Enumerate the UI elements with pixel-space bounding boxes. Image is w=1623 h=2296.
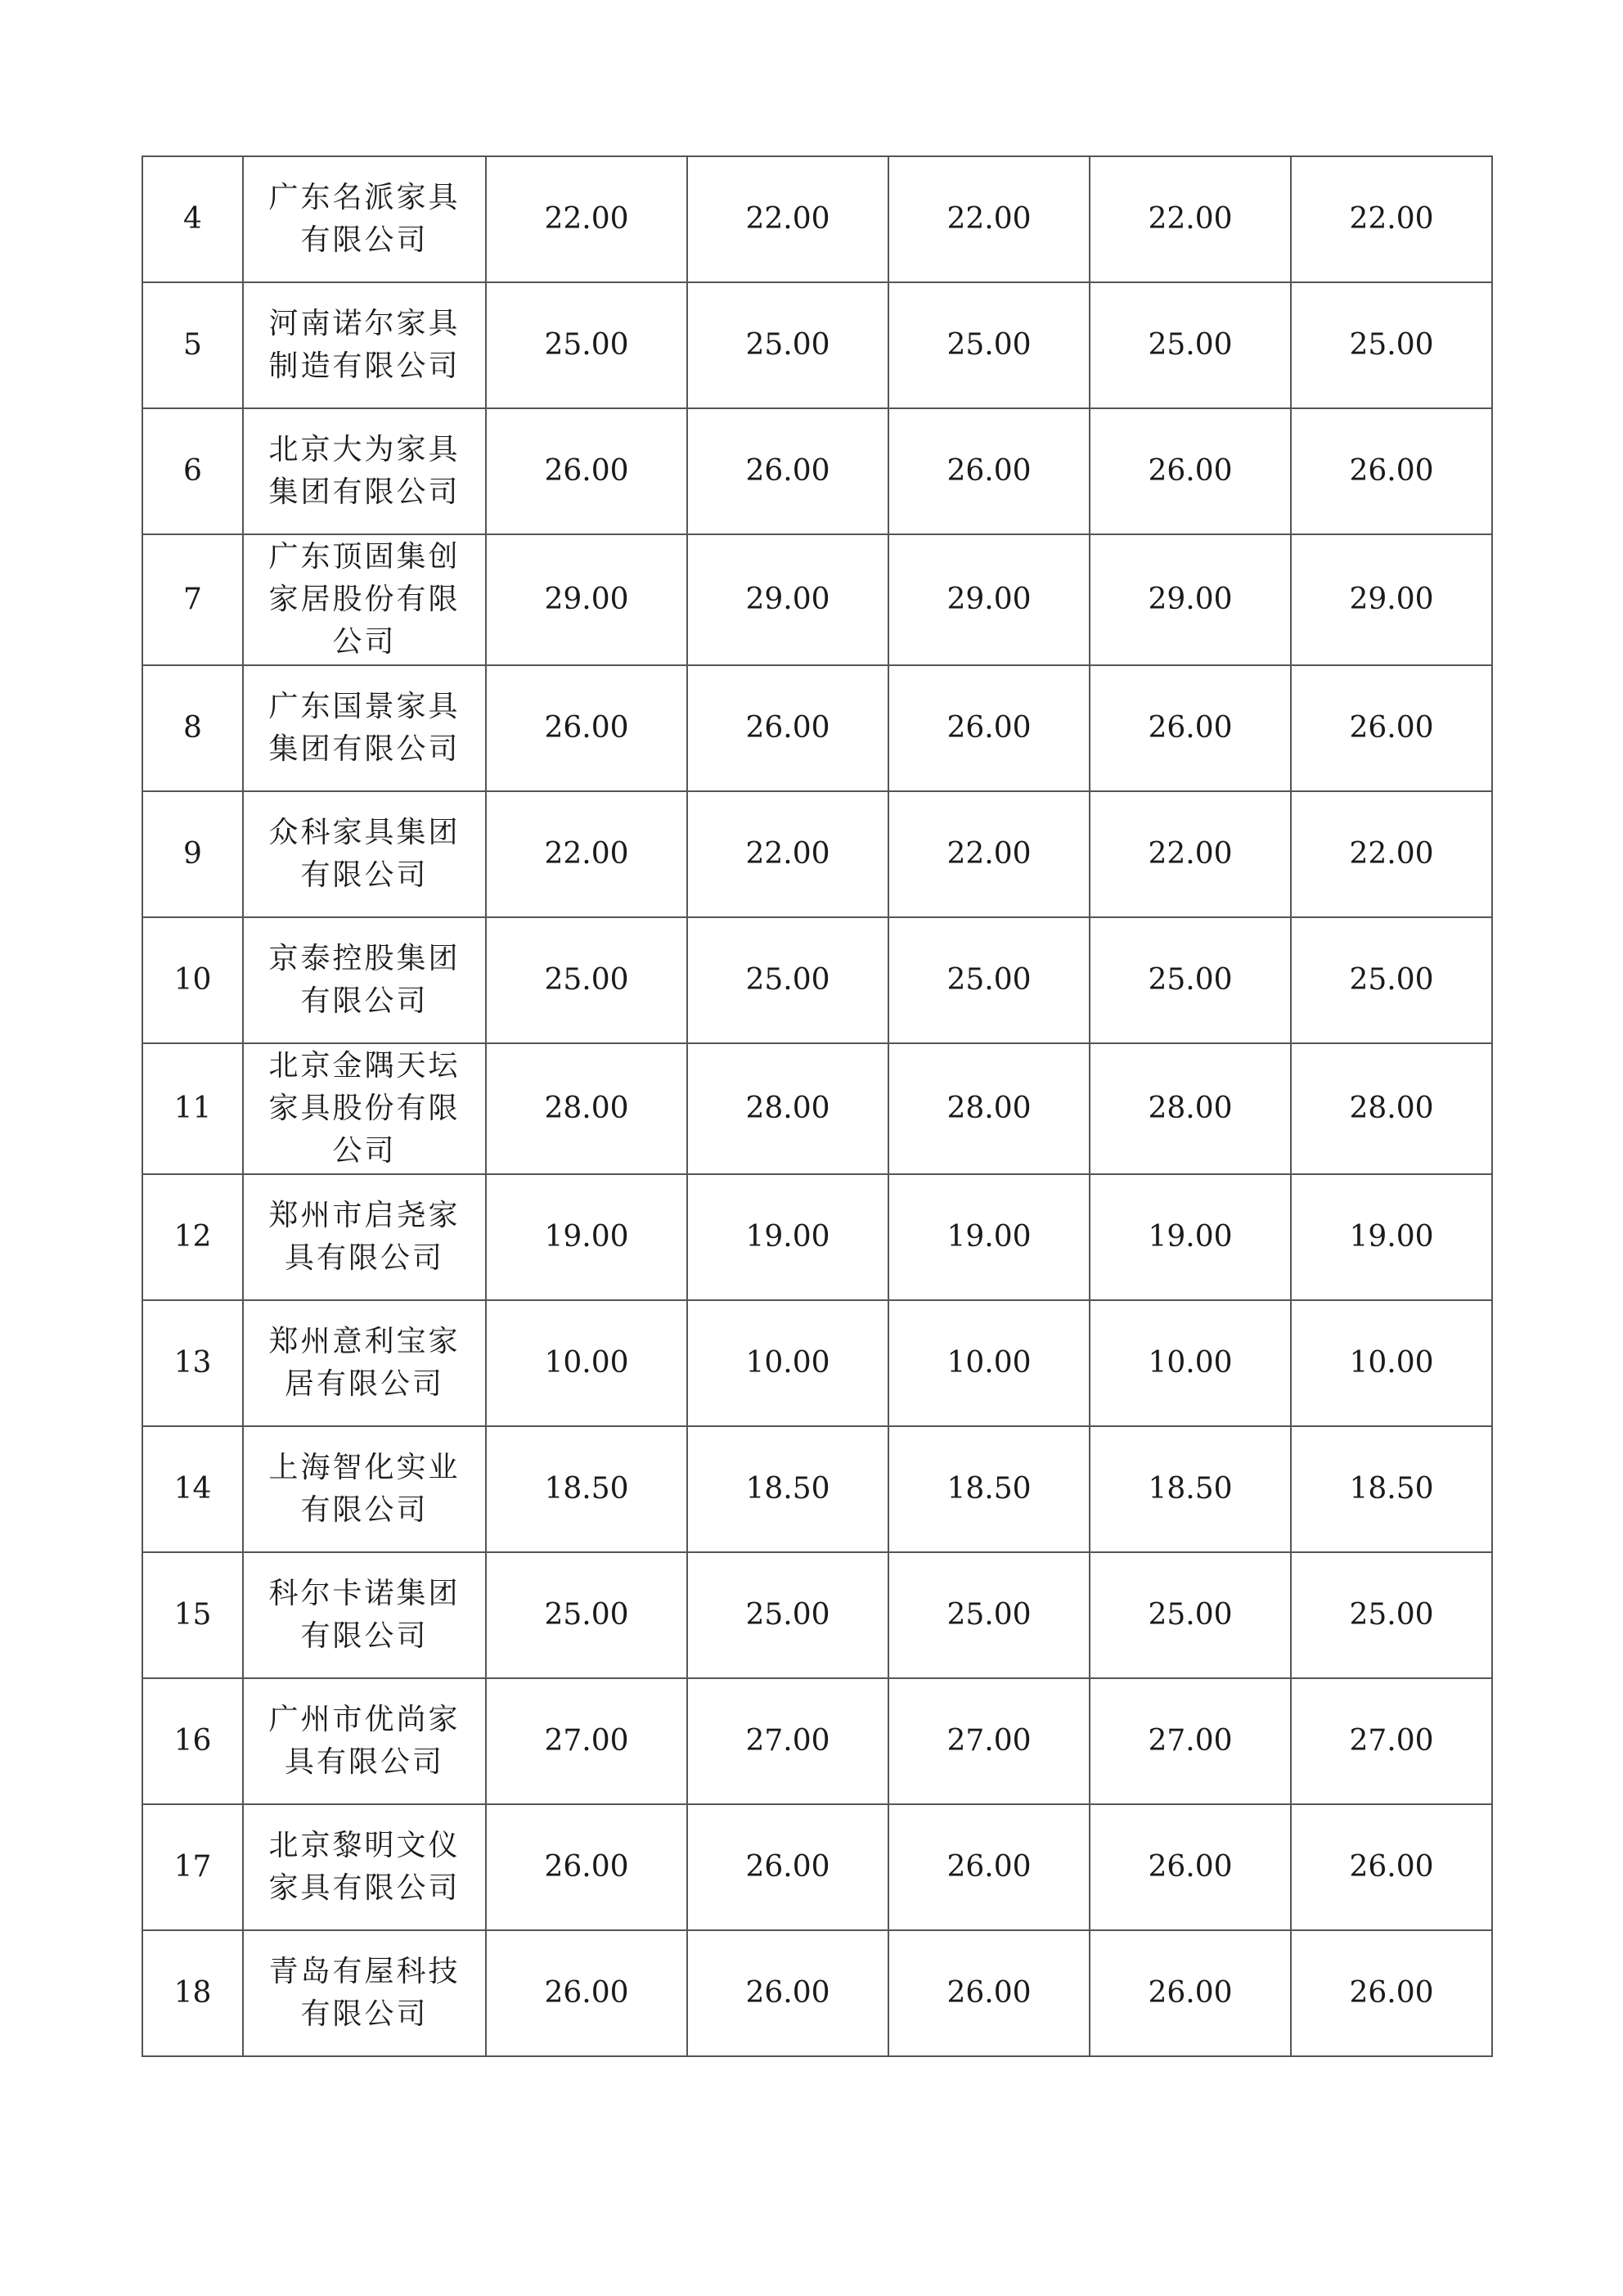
row-number-cell: 8	[142, 665, 243, 791]
company-name-cell: 科尔卡诺集团有限公司	[243, 1552, 486, 1678]
company-name-cell: 广东国景家具集团有限公司	[243, 665, 486, 791]
table-row	[142, 408, 1492, 534]
value-cell: 10.00	[486, 1300, 687, 1426]
table-row	[142, 534, 1492, 665]
value-cell: 26.00	[486, 665, 687, 791]
value-cell: 25.00	[1291, 1552, 1492, 1678]
value-cell: 25.00	[486, 917, 687, 1043]
value-cell: 25.00	[1291, 282, 1492, 408]
value-cell: 28.00	[1291, 1043, 1492, 1174]
value-cell: 25.00	[486, 1552, 687, 1678]
value-cell: 19.00	[687, 1174, 888, 1300]
company-name-cell: 广州市优尚家具有限公司	[243, 1678, 486, 1804]
company-name-cell: 北京金隅天坛家具股份有限公司	[243, 1043, 486, 1174]
value-cell: 29.00	[486, 534, 687, 665]
value-cell: 26.00	[1291, 665, 1492, 791]
value-cell: 18.50	[687, 1426, 888, 1552]
value-cell: 26.00	[1090, 1804, 1291, 1930]
value-cell: 26.00	[687, 1804, 888, 1930]
value-cell: 27.00	[486, 1678, 687, 1804]
value-cell: 29.00	[1090, 534, 1291, 665]
value-cell: 22.00	[486, 156, 687, 282]
company-name-cell: 郑州市启尧家具有限公司	[243, 1174, 486, 1300]
value-cell: 27.00	[1291, 1678, 1492, 1804]
table-row	[142, 1426, 1492, 1552]
value-cell: 22.00	[1090, 791, 1291, 917]
company-name-cell: 广东名派家具有限公司	[243, 156, 486, 282]
company-name-cell: 京泰控股集团有限公司	[243, 917, 486, 1043]
value-cell: 26.00	[888, 1804, 1090, 1930]
table-row	[142, 156, 1492, 282]
value-cell: 26.00	[687, 408, 888, 534]
row-number-cell: 16	[142, 1678, 243, 1804]
value-cell: 25.00	[687, 917, 888, 1043]
value-cell: 10.00	[1291, 1300, 1492, 1426]
table-row	[142, 791, 1492, 917]
value-cell: 26.00	[1291, 1804, 1492, 1930]
value-cell: 25.00	[486, 282, 687, 408]
table-row	[142, 1043, 1492, 1174]
value-cell: 26.00	[687, 1930, 888, 2056]
value-cell: 18.50	[888, 1426, 1090, 1552]
value-cell: 18.50	[1291, 1426, 1492, 1552]
value-cell: 26.00	[486, 408, 687, 534]
value-cell: 25.00	[888, 282, 1090, 408]
value-cell: 29.00	[888, 534, 1090, 665]
row-number-cell: 18	[142, 1930, 243, 2056]
value-cell: 10.00	[687, 1300, 888, 1426]
value-cell: 25.00	[1090, 1552, 1291, 1678]
row-number-cell: 9	[142, 791, 243, 917]
row-number-cell: 13	[142, 1300, 243, 1426]
value-cell: 19.00	[486, 1174, 687, 1300]
table-body	[142, 156, 1492, 2056]
value-cell: 26.00	[888, 1930, 1090, 2056]
table-row	[142, 1930, 1492, 2056]
value-cell: 26.00	[888, 408, 1090, 534]
company-name-cell: 北京大为家具集团有限公司	[243, 408, 486, 534]
value-cell: 18.50	[1090, 1426, 1291, 1552]
table-row	[142, 1552, 1492, 1678]
row-number-cell: 15	[142, 1552, 243, 1678]
company-name-cell: 北京黎明文仪家具有限公司	[243, 1804, 486, 1930]
value-cell: 26.00	[1090, 665, 1291, 791]
table-row	[142, 282, 1492, 408]
table-row	[142, 1804, 1492, 1930]
value-cell: 22.00	[888, 156, 1090, 282]
value-cell: 22.00	[687, 791, 888, 917]
company-name-cell: 上海智化实业有限公司	[243, 1426, 486, 1552]
company-name-cell: 郑州意利宝家居有限公司	[243, 1300, 486, 1426]
value-cell: 26.00	[1090, 1930, 1291, 2056]
value-cell: 10.00	[1090, 1300, 1291, 1426]
value-cell: 25.00	[1090, 917, 1291, 1043]
value-cell: 25.00	[888, 917, 1090, 1043]
value-cell: 18.50	[486, 1426, 687, 1552]
value-cell: 26.00	[486, 1930, 687, 2056]
value-cell: 19.00	[1090, 1174, 1291, 1300]
value-cell: 26.00	[486, 1804, 687, 1930]
value-cell: 28.00	[687, 1043, 888, 1174]
value-cell: 19.00	[888, 1174, 1090, 1300]
value-cell: 27.00	[1090, 1678, 1291, 1804]
value-cell: 25.00	[687, 1552, 888, 1678]
value-cell: 28.00	[486, 1043, 687, 1174]
row-number-cell: 12	[142, 1174, 243, 1300]
price-table	[142, 155, 1493, 2057]
value-cell: 22.00	[687, 156, 888, 282]
row-number-cell: 7	[142, 534, 243, 665]
table-row	[142, 1174, 1492, 1300]
value-cell: 26.00	[1090, 408, 1291, 534]
value-cell: 28.00	[888, 1043, 1090, 1174]
value-cell: 22.00	[1090, 156, 1291, 282]
table-row	[142, 665, 1492, 791]
row-number-cell: 5	[142, 282, 243, 408]
row-number-cell: 11	[142, 1043, 243, 1174]
value-cell: 28.00	[1090, 1043, 1291, 1174]
row-number-cell: 4	[142, 156, 243, 282]
value-cell: 10.00	[888, 1300, 1090, 1426]
value-cell: 19.00	[1291, 1174, 1492, 1300]
row-number-cell: 10	[142, 917, 243, 1043]
value-cell: 22.00	[1291, 156, 1492, 282]
value-cell: 25.00	[687, 282, 888, 408]
value-cell: 22.00	[1291, 791, 1492, 917]
value-cell: 26.00	[888, 665, 1090, 791]
value-cell: 25.00	[1090, 282, 1291, 408]
company-name-cell: 众科家具集团有限公司	[243, 791, 486, 917]
value-cell: 29.00	[1291, 534, 1492, 665]
value-cell: 29.00	[687, 534, 888, 665]
value-cell: 22.00	[486, 791, 687, 917]
table-row	[142, 1300, 1492, 1426]
value-cell: 25.00	[1291, 917, 1492, 1043]
value-cell: 27.00	[687, 1678, 888, 1804]
table-row	[142, 1678, 1492, 1804]
row-number-cell: 14	[142, 1426, 243, 1552]
row-number-cell: 6	[142, 408, 243, 534]
value-cell: 22.00	[888, 791, 1090, 917]
value-cell: 26.00	[1291, 408, 1492, 534]
company-name-cell: 广东顶固集创家居股份有限公司	[243, 534, 486, 665]
company-name-cell: 青岛有屋科技有限公司	[243, 1930, 486, 2056]
row-number-cell: 17	[142, 1804, 243, 1930]
value-cell: 25.00	[888, 1552, 1090, 1678]
value-cell: 26.00	[687, 665, 888, 791]
company-name-cell: 河南诺尔家具制造有限公司	[243, 282, 486, 408]
value-cell: 26.00	[1291, 1930, 1492, 2056]
table-row	[142, 917, 1492, 1043]
value-cell: 27.00	[888, 1678, 1090, 1804]
